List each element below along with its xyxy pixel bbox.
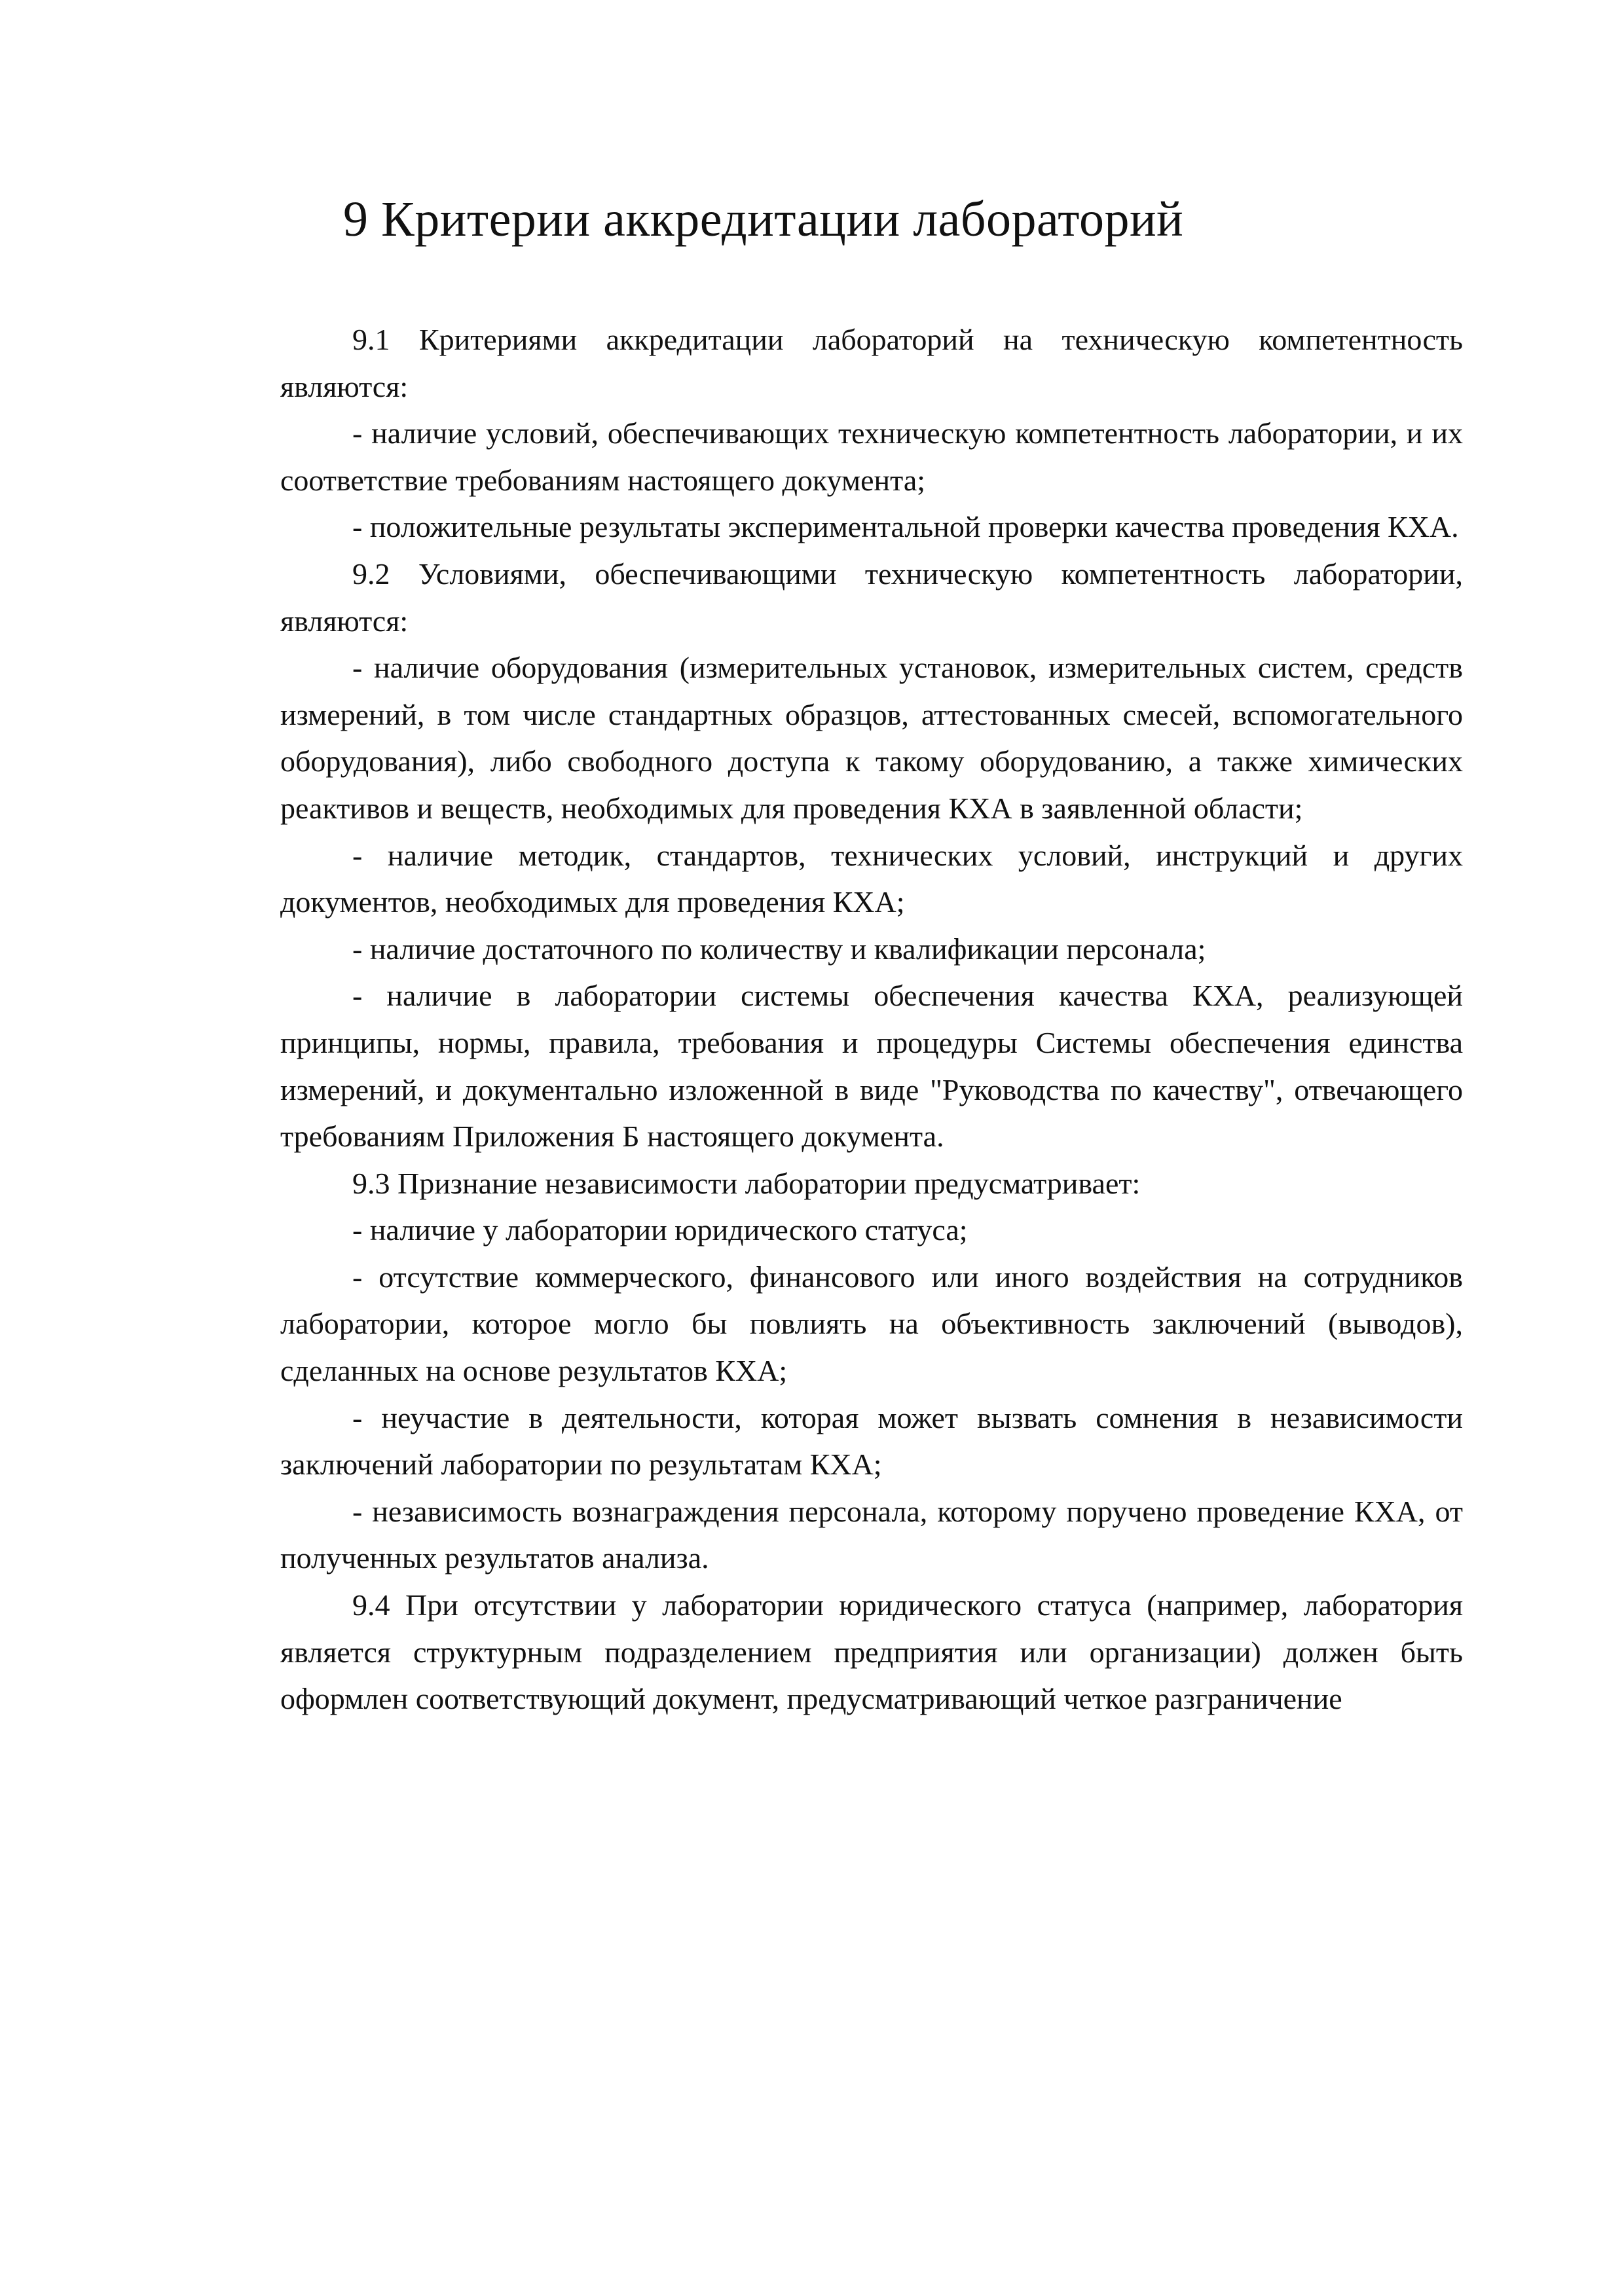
paragraph-9-3: 9.3 Признание независимости лаборатории предусматривает: <box>352 1166 1141 1200</box>
paragraph-9-1: 9.1 Критериями аккредитации лабораторий на техническую компетентность являются: <box>280 323 1463 403</box>
list-item-conditions: - наличие условий, обеспечивающих техническую компетентность лаборатории, и их соответствие требованиям настоящего документа; <box>280 416 1463 497</box>
list-item-remuneration: - независимость вознаграждения персонала, которому поручено проведение КХА, от полученных результатов анализа. <box>280 1494 1463 1575</box>
paragraph-9-2: 9.2 Условиями, обеспечивающими техническую компетентность лаборатории, являются: <box>280 556 1463 638</box>
list-item-equipment: - наличие оборудования (измерительных установок, измерительных систем, средств измерений, в том числе стандартных образцов, аттестованных смесей, вспомогательного оборудования), либо свободного доступа к такому оборудованию, а также химических реактивов и веществ, необходимых для проведения КХА в заявленной области; <box>280 651 1463 825</box>
list-item-legal-status: - наличие у лаборатории юридического статуса; <box>352 1213 968 1247</box>
list-item-non-participation: - неучастие в деятельности, которая может вызвать сомнения в независимости заключений лаборатории по результатам КХА; <box>280 1400 1463 1482</box>
list-item-no-influence: - отсутствие коммерческого, финансового или иного воздействия на сотрудников лаборатории, которое могло бы повлиять на объективность заключений (выводов), сделанных на основе результатов КХА; <box>280 1260 1463 1388</box>
list-item-results: - положительные результаты экспериментальной проверки качества проведения КХА. <box>352 510 1459 544</box>
list-item-methods: - наличие методик, стандартов, технических условий, инструкций и других документов, необходимых для проведения КХА; <box>280 838 1463 919</box>
list-item-personnel: - наличие достаточного по количеству и квалификации персонала; <box>352 932 1206 966</box>
section-body <box>280 316 1463 1722</box>
section-title: 9 Критерии аккредитации лабораторий <box>343 192 1184 247</box>
paragraph-9-4: 9.4 При отсутствии у лаборатории юридического статуса (например, лаборатория является структурным подразделением предприятия или организации) должен быть оформлен соответствующий документ, предусматривающий четкое разграничение <box>280 1588 1463 1716</box>
list-item-quality-system: - наличие в лаборатории системы обеспечения качества КХА, реализующей принципы, нормы, правила, требования и процедуры Системы обеспечения единства измерений, и документально изложенной в виде "Руководства по качеству", отвечающего требованиям Приложения Б настоящего документа. <box>280 979 1463 1154</box>
